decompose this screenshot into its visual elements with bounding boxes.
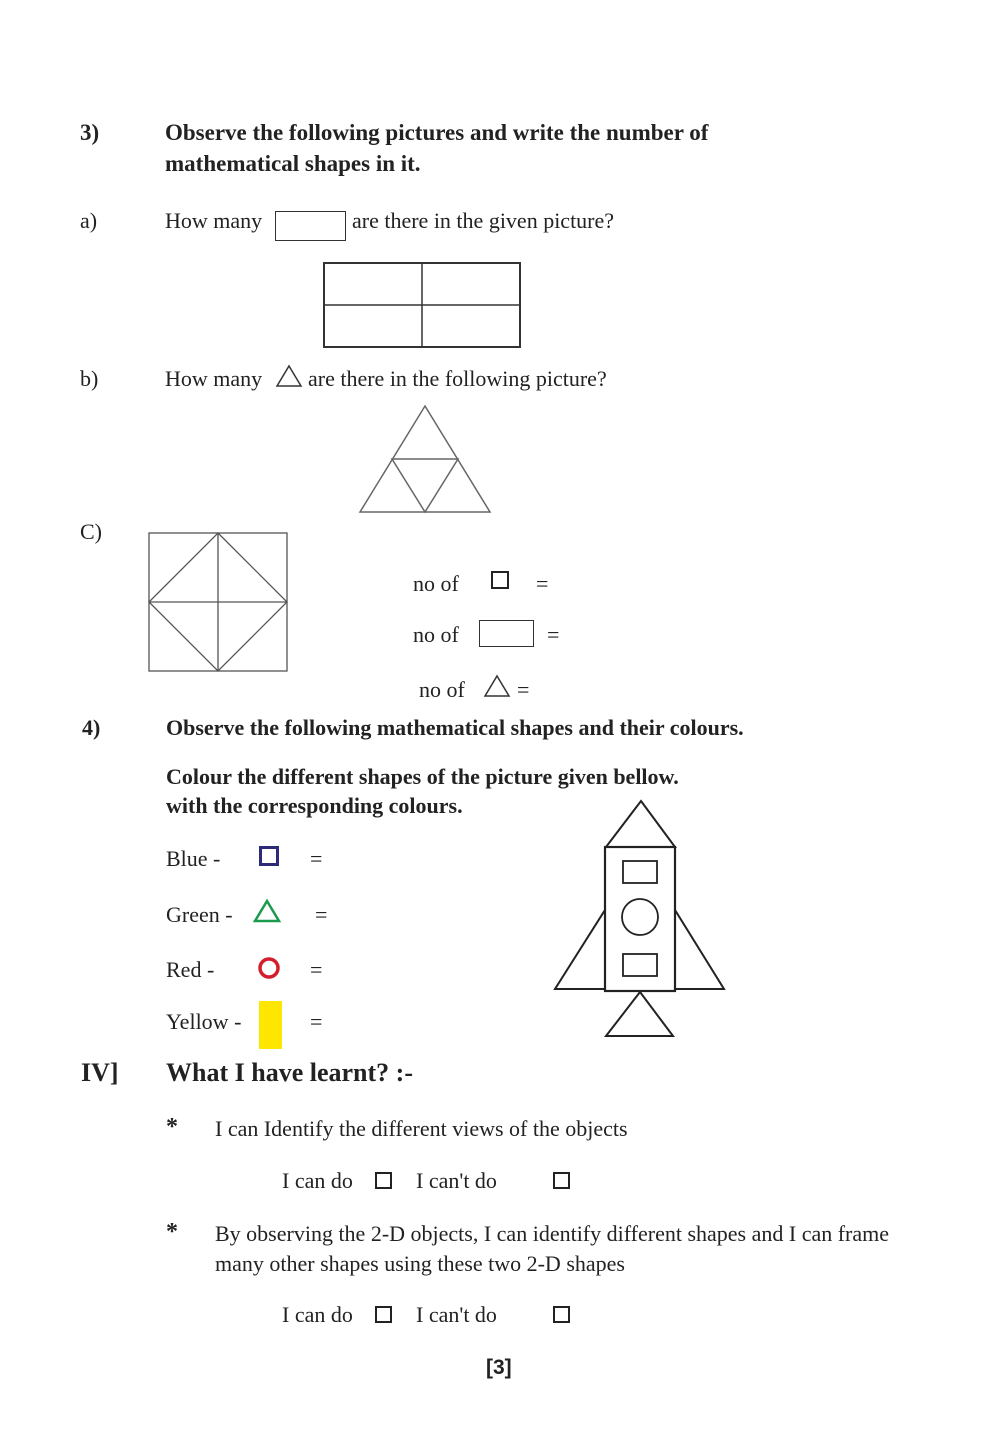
cant-do-label-2: I can't do [416,1302,497,1327]
rocket-figure [550,798,730,1040]
q3b-text-after: are there in the following picture? [308,366,607,391]
learnt-item-2-line-1: By observing the 2-D objects, I can identify different shapes and I can frame [215,1221,890,1246]
question-3-number: 3) [80,120,100,145]
yellow-label: Yellow - [166,1009,242,1034]
question-4-line-1: Observe the following mathematical shapes and their colours. [166,715,744,740]
can-do-checkbox-2[interactable] [375,1306,392,1323]
q3b-label: b) [80,366,99,391]
square-icon [491,571,509,589]
q3b-text-before: How many [165,366,263,391]
rectangles-equals: = [547,622,560,647]
learnt-item-1: I can Identify the different views of the objects [215,1116,628,1141]
triangles-equals: = [517,677,530,702]
question-4-line-2: Colour the different shapes of the picture given bellow. [166,764,679,789]
q3a-text-before: How many [165,208,263,233]
rectangle-icon [275,211,346,241]
nested-triangles-figure [358,404,492,514]
bullet-2: * [166,1219,178,1245]
question-4-number: 4) [82,715,101,740]
no-of-triangles-label: no of [419,677,465,702]
can-do-label-1: I can do [282,1168,353,1193]
section-iv-title: What I have learnt? :- [166,1058,413,1087]
triangle-icon [484,674,512,698]
red-circle-icon [257,955,283,981]
no-of-rectangles-label: no of [413,622,459,647]
q3a-text-after: are there in the given picture? [352,208,615,233]
question-3-line-2: mathematical shapes in it. [165,151,421,176]
can-do-label-2: I can do [282,1302,353,1327]
red-label: Red - [166,957,215,982]
no-of-squares-label: no of [413,571,459,596]
cant-do-checkbox-1[interactable] [553,1172,570,1189]
triangle-icon [276,364,302,388]
yellow-rectangle-icon [259,1001,282,1049]
question-3-line-1: Observe the following pictures and write the number of [165,120,709,145]
blue-label: Blue - [166,846,221,871]
rectangle-grid-figure [323,262,523,350]
yellow-equals: = [310,1009,323,1034]
learnt-item-2-line-2: many other shapes using these two 2-D shapes [215,1251,625,1276]
red-equals: = [310,957,323,982]
q3a-label: a) [80,208,98,233]
can-do-checkbox-1[interactable] [375,1172,392,1189]
square-diamond-figure [148,532,290,674]
blue-square-icon [259,846,279,866]
cant-do-label-1: I can't do [416,1168,497,1193]
blue-equals: = [310,846,323,871]
green-triangle-icon [253,898,283,924]
section-iv-number: IV] [81,1058,119,1087]
question-4-line-3: with the corresponding colours. [166,793,463,818]
bullet-1: * [166,1114,178,1140]
squares-equals: = [536,571,549,596]
green-label: Green - [166,902,233,927]
q3c-label: C) [80,519,102,544]
green-equals: = [315,902,328,927]
rectangle-icon [479,620,534,647]
cant-do-checkbox-2[interactable] [553,1306,570,1323]
page-number: [3] [486,1356,512,1379]
